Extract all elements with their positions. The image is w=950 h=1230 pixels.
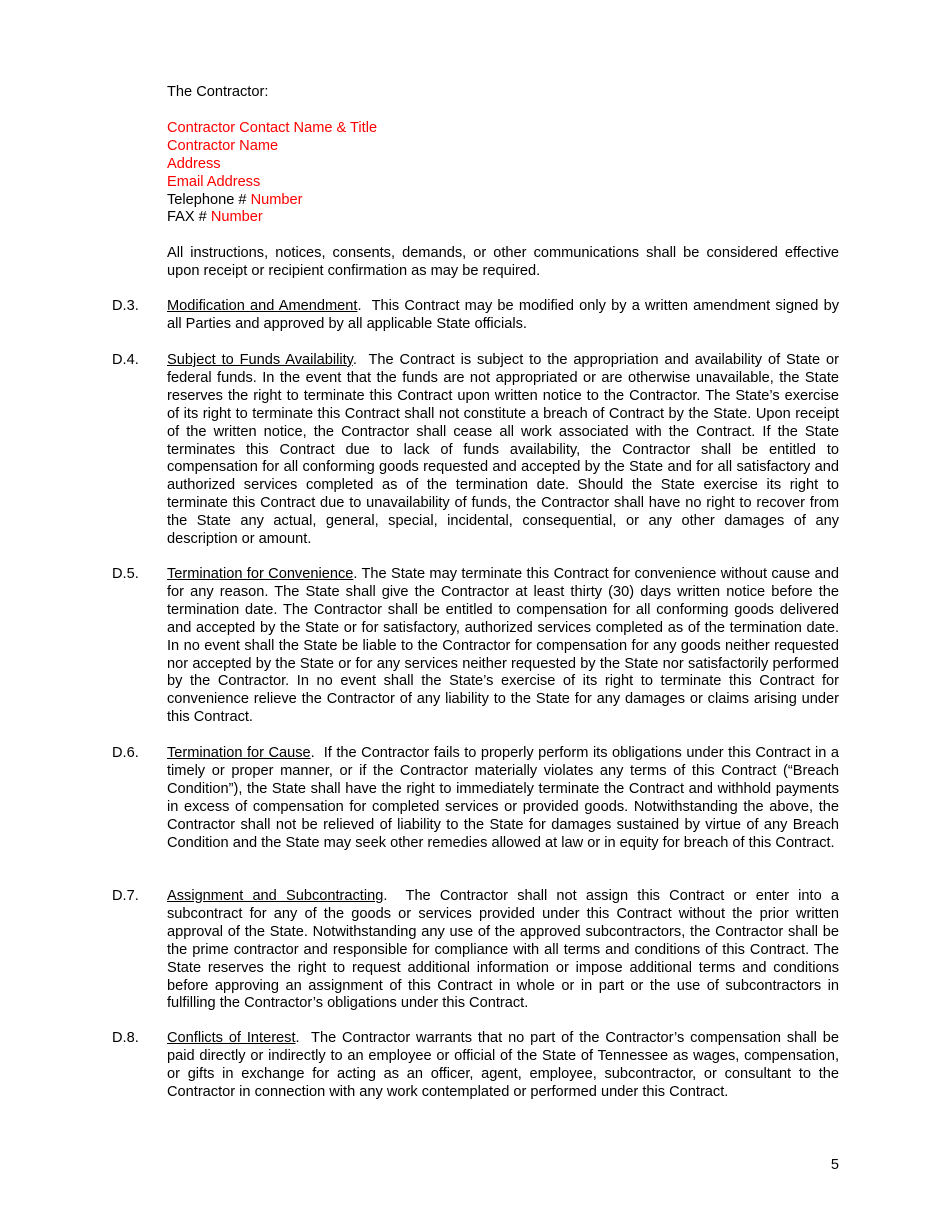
section-number: D.5. xyxy=(112,566,139,582)
section-title-separator: . xyxy=(295,1030,312,1046)
section-text: The Contract is subject to the appropriation and availability of State or federal funds. In the event that the funds are not appropriated or are otherwise unavailable, the State reserves the right to terminate this Contract upon written notice to the Contractor. The State’s exercise of its right to terminate this Contract shall not constitute a breach of Contract by the State. Upon receipt of the written notice, the Contractor shall cease all work associated with the Contract. If the State terminates this Contract due to lack of funds availability, the Contractor shall be entitled to compensation for all conforming goods requested and accepted by the State and for all satisfactory and authorized services completed as of the termination date. Should the State exercise its right to terminate this Contract due to unavailability of funds, the Contractor shall have no right to recover from the State any actual, general, special, incidental, consequential, or any other damages of any description or amount. xyxy=(167,352,839,548)
section-title: Assignment and Subcontracting xyxy=(167,888,384,904)
section-body xyxy=(167,352,839,549)
section-title-separator: . xyxy=(310,745,324,761)
section-number: D.6. xyxy=(112,745,139,761)
section-body xyxy=(167,888,839,1013)
section-title-separator: . xyxy=(352,352,369,368)
section-text: This Contract may be modified only by a written amendment signed by all Parties and approved by all applicable State officials. xyxy=(167,298,839,332)
contractor-fax xyxy=(167,209,839,227)
page-number: 5 xyxy=(830,1157,839,1173)
fax-label: FAX # xyxy=(167,209,211,226)
contractor-name: Contractor Name xyxy=(167,137,279,154)
contractor-heading: The Contractor: xyxy=(167,84,269,100)
notice-paragraph: All instructions, notices, consents, demands, or other communications shall be considered effective upon receipt or recipient confirmation as may be required. xyxy=(167,245,839,280)
fax-value: Number xyxy=(210,209,263,226)
section-text: The State may terminate this Contract for convenience without cause and for any reason. The State shall give the Contractor at least thirty (30) days written notice before the termination date. The Contractor shall be entitled to compensation for all conforming goods delivered and accepted by the State or for satisfactory, authorized services completed as of the termination date. In no event shall the State be liable to the Contractor for compensation for any goods neither requested nor accepted by the State or for any services neither requested by the State nor satisfactorily performed by the Contractor. In no event shall the State’s exercise of its right to terminate this Contract for convenience relieve the Contractor of any liability to the State for any damages or claims arising under this Contract. xyxy=(167,566,839,726)
section-body xyxy=(167,566,839,727)
section-text: The Contractor shall not assign this Contract or enter into a subcontract for any of the goods or services provided under this Contract without the prior written approval of the State. Notwithstanding any use of the approved subcontractors, the Contractor shall be the prime contractor and responsible for compliance with all terms and conditions of this Contract. The State reserves the right to request additional information or impose additional terms and conditions before approving an assignment of this Contract in whole or in part or the use of subcontractors in fulfilling the Contractor’s obligations under this Contract. xyxy=(167,888,839,1012)
section-text: If the Contractor fails to properly perform its obligations under this Contract in a timely or proper manner, or if the Contractor materially violates any terms of this Contract (“Breach Condition”), the State shall have the right to immediately terminate the Contract and withhold payments in excess of compensation for completed services or provided goods. Notwithstanding the above, the Contractor shall not be relieved of liability to the State for damages sustained by virtue of any Breach Condition and the State may seek other remedies allowed at law or in equity for breach of this Contract. xyxy=(167,745,840,851)
section-body xyxy=(167,745,839,852)
section-title: Termination for Cause xyxy=(167,745,311,761)
contractor-address: Address xyxy=(167,155,221,172)
telephone-label: Telephone # xyxy=(167,191,251,208)
section-number: D.7. xyxy=(112,888,139,904)
contractor-telephone xyxy=(167,192,839,210)
contractor-notice-block xyxy=(167,84,839,281)
contractor-email: Email Address xyxy=(167,173,261,190)
telephone-value: Number xyxy=(250,191,303,208)
section-title: Conflicts of Interest xyxy=(167,1030,296,1046)
section-number: D.8. xyxy=(112,1030,139,1046)
section-number: D.4. xyxy=(112,352,139,368)
section-title: Subject to Funds Availability xyxy=(167,352,353,368)
contractor-contact-name-title: Contractor Contact Name & Title xyxy=(167,119,378,136)
section-number: D.3. xyxy=(112,298,139,314)
section-title-separator: . xyxy=(353,566,362,582)
section-title-separator: . xyxy=(357,298,372,314)
section-body xyxy=(167,298,839,334)
section-title: Modification and Amendment xyxy=(167,298,358,314)
section-text: The Contractor warrants that no part of the Contractor’s compensation shall be paid directly or indirectly to an employee or official of the State of Tennessee as wages, compensation, or gifts in exchange for acting as an officer, agent, employee, subcontractor, or consultant to the Contractor in connection with any work contemplated or performed under this Contract. xyxy=(167,1030,839,1100)
section-body xyxy=(167,1030,839,1102)
section-title-separator: . xyxy=(383,888,406,904)
section-title: Termination for Convenience xyxy=(167,566,354,582)
